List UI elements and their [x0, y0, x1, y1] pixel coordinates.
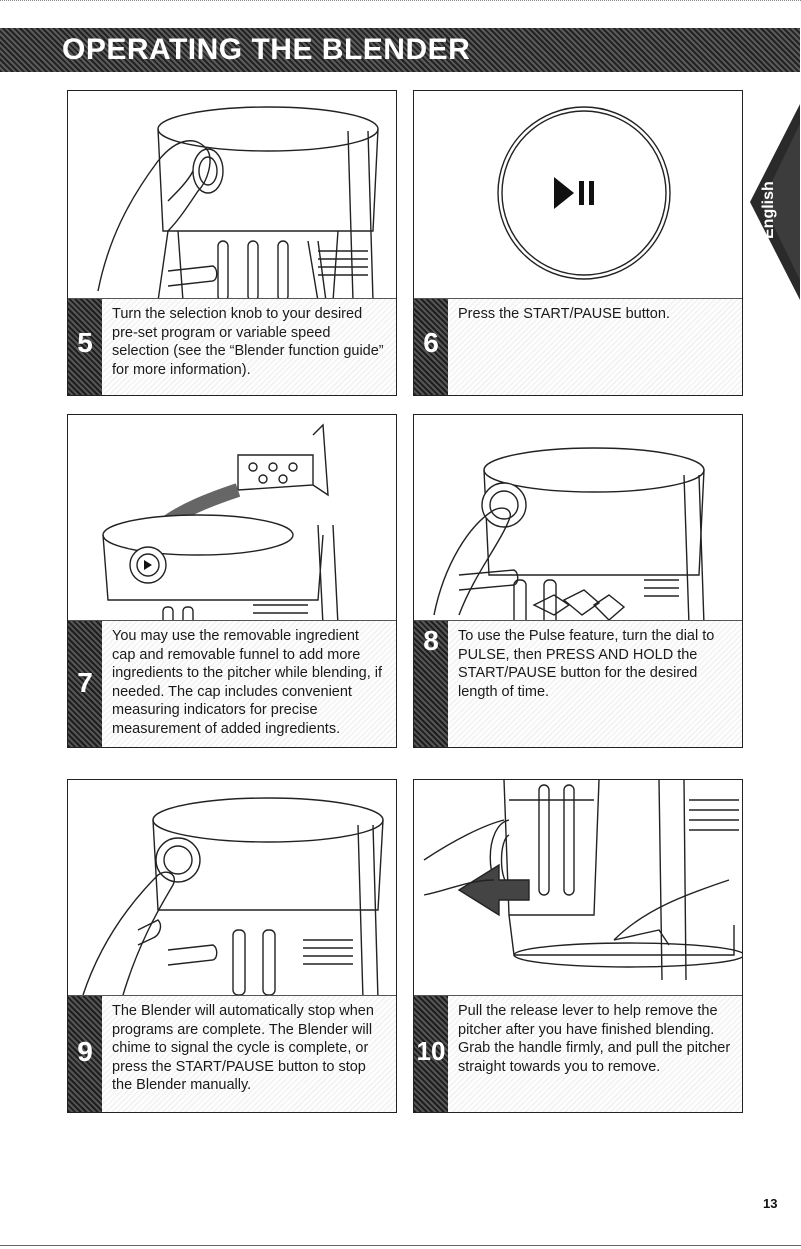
step-box	[68, 298, 396, 395]
page-title: OPERATING THE BLENDER	[62, 33, 471, 66]
page-number: 13	[763, 1196, 778, 1211]
step-number-bar	[414, 996, 448, 1112]
top-dotted-rule	[0, 0, 801, 2]
step-text: Press the START/PAUSE button.	[458, 306, 670, 322]
step-box	[414, 298, 742, 395]
step-text: To use the Pulse feature, turn the dial to PULSE, then PRESS AND HOLD the START/PAUSE button for the desired length of time.	[458, 628, 715, 700]
bottom-rule	[0, 1245, 801, 1247]
step-panel-6	[413, 90, 743, 396]
step-number-bar	[414, 299, 448, 395]
step-panel-8	[413, 414, 743, 748]
step-box	[68, 620, 396, 747]
step-box	[414, 620, 742, 747]
step-number: 5	[77, 327, 93, 358]
step-number: 8	[423, 625, 439, 656]
step-number: 6	[423, 327, 439, 358]
step-panel-5	[67, 90, 397, 396]
language-tab-label: English	[760, 181, 777, 239]
illustration-ingredient-funnel	[68, 415, 396, 625]
illustration-knob-turn	[68, 91, 396, 301]
illustration-start-pause-button	[414, 91, 742, 301]
step-text: Pull the release lever to help remove the pitcher after you have finished blending. Grab the handle firmly, and pull the pitcher straight towards you to remove.	[458, 1003, 731, 1075]
step-number-bar	[68, 299, 102, 395]
illustration-pulse-press	[414, 415, 742, 625]
step-text: Turn the selection knob to your desired pre-set program or variable speed selection (see the “Blender function guide” for more information).	[112, 306, 384, 378]
step-number: 9	[77, 1036, 93, 1067]
illustration-stop-button	[68, 780, 396, 1000]
step-text: You may use the removable ingredient cap and removable funnel to add more ingredients to the pitcher while blending, if needed. The cap includes convenient measuring indicators for precise measurement of added ingredients.	[112, 628, 383, 737]
step-number-bar	[68, 621, 102, 747]
step-number-bar	[414, 621, 448, 747]
step-number: 7	[77, 667, 93, 698]
step-number: 10	[416, 1036, 446, 1066]
step-panel-7	[67, 414, 397, 748]
step-panel-10	[413, 779, 743, 1113]
step-text: The Blender will automatically stop when programs are complete. The Blender will chime to signal the cycle is complete, or press the START/PAUSE button to stop the Blender manually.	[112, 1003, 374, 1093]
step-box	[68, 995, 396, 1112]
step-box	[414, 995, 742, 1112]
illustration-pitcher-release	[414, 780, 742, 1000]
step-panel-9	[67, 779, 397, 1113]
step-number-bar	[68, 996, 102, 1112]
